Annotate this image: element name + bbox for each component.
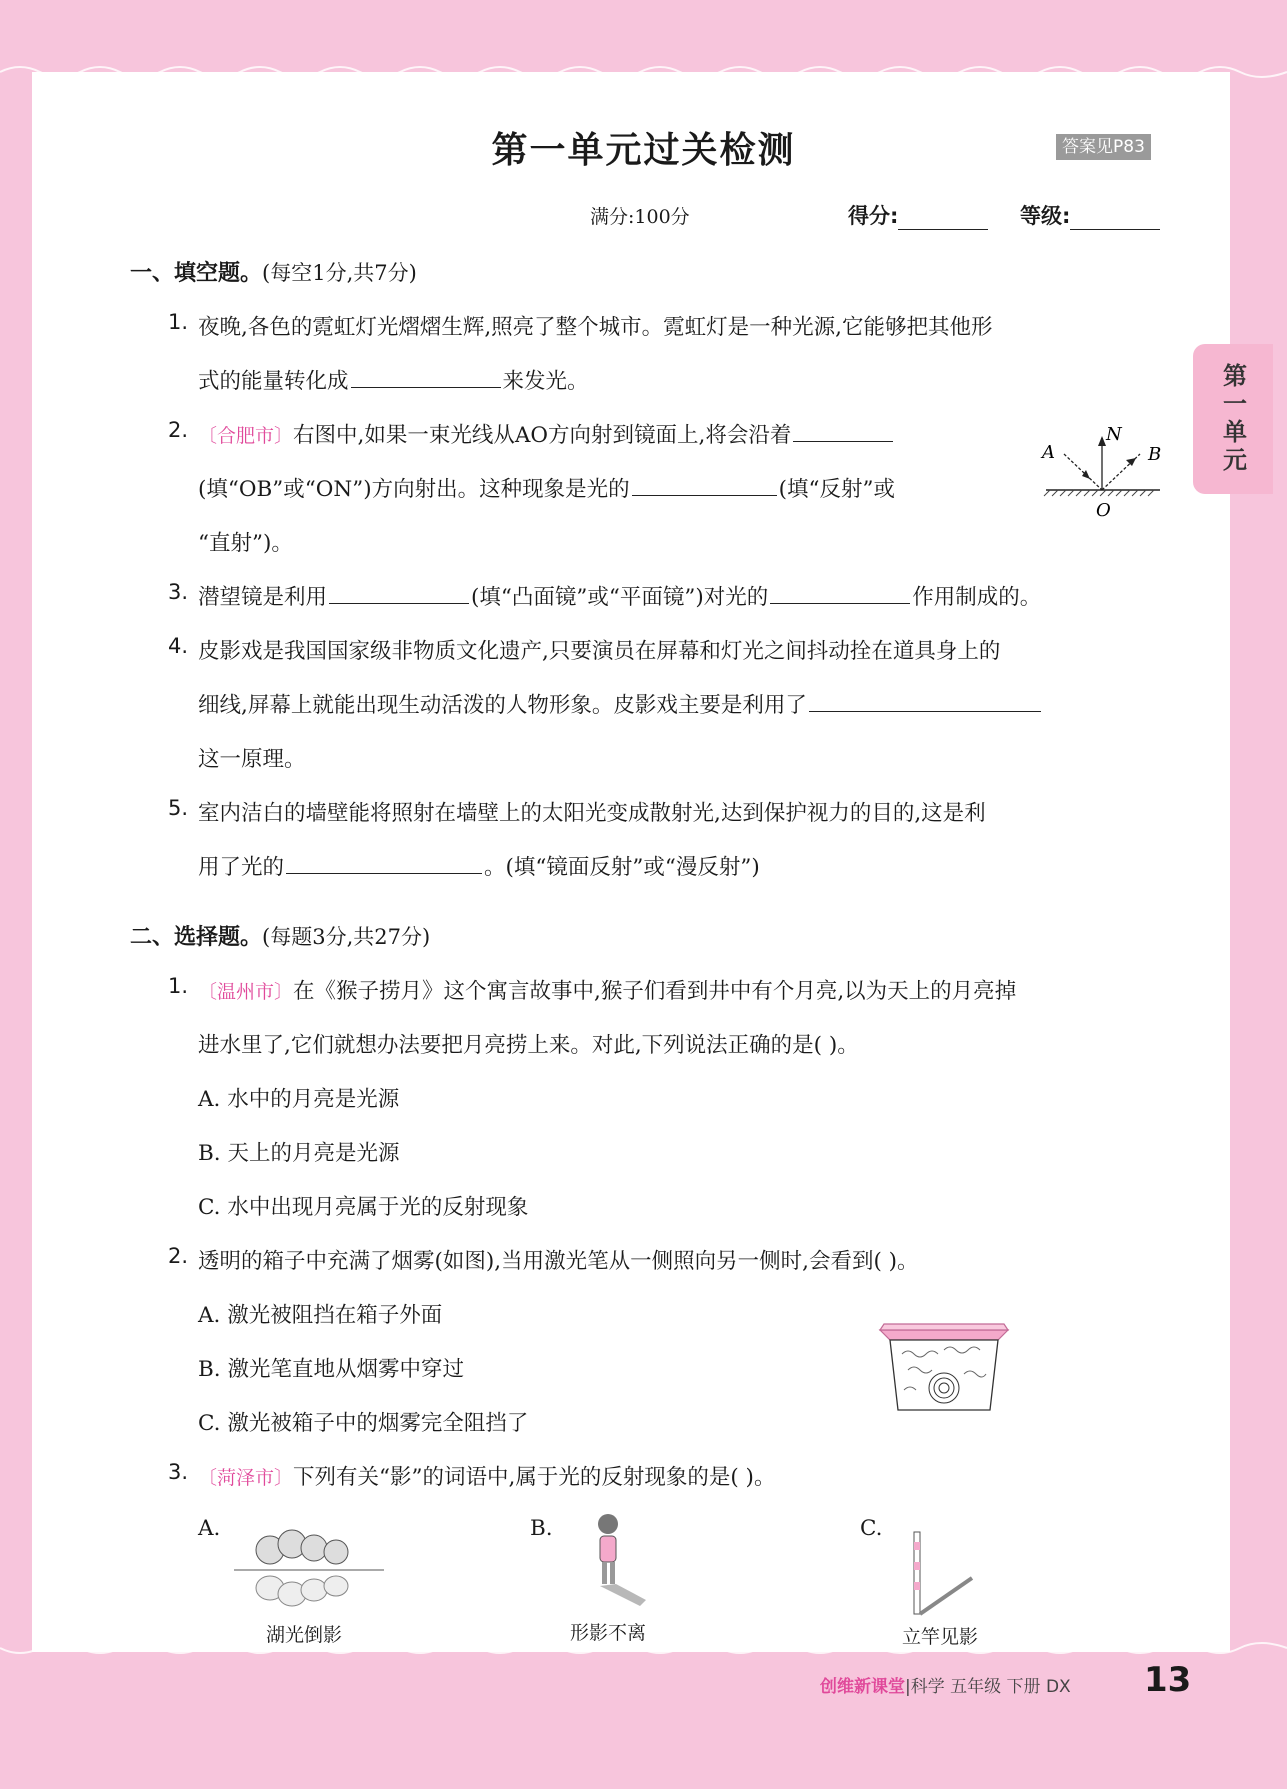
reflection-diagram [1040, 424, 1170, 524]
s2-q2-option-c[interactable]: C. 激光被箱子中的烟雾完全阻挡了 [198, 1411, 529, 1436]
q1-line2: 式的能量转化成 来发光。 [198, 364, 589, 395]
q2-blank-2[interactable] [632, 473, 777, 496]
section-choice-heading [130, 920, 430, 951]
q4-blank[interactable] [809, 689, 1041, 712]
s2-q3-caption-c: 立竿见影 [902, 1626, 979, 1648]
label-n: N [1106, 424, 1122, 445]
q4-line2: 细线,屏幕上就能出现生动活泼的人物形象。皮影戏主要是利用了 [198, 688, 1043, 719]
grade-field[interactable] [1020, 200, 1160, 230]
s2-q3-caption-a: 湖光倒影 [266, 1624, 343, 1646]
q1-number: 1. [168, 310, 189, 334]
lake-reflection-picture [234, 1526, 384, 1616]
q5-line2: 用了光的 。(填“镜面反射”或“漫反射”) [198, 850, 760, 881]
city-tag: 〔温州市〕 [198, 981, 294, 1003]
pole-shadow-picture [900, 1528, 980, 1624]
q2-line2: (填“OB”或“ON”)方向射出。这种现象是光的 (填“反射”或 [198, 472, 895, 503]
page-number: 13 [1144, 1660, 1192, 1700]
girl-shadow-picture [580, 1510, 650, 1610]
page-title: 第一单元过关检测 [491, 130, 796, 171]
q4-line3: 这一原理。 [198, 747, 306, 772]
city-tag: 〔合肥市〕 [198, 425, 294, 447]
s2-q2-line1: 透明的箱子中充满了烟雾(如图),当用激光笔从一侧照向另一侧时,会看到( )。 [198, 1249, 919, 1274]
q4-number: 4. [168, 634, 189, 658]
q5-line1: 室内洁白的墙壁能将照射在墙壁上的太阳光变成散射光,达到保护视力的目的,这是利 [198, 801, 986, 826]
brand-name: 创维新课堂 [820, 1677, 905, 1697]
score-field[interactable] [848, 200, 988, 230]
smoke-box-illustration [874, 1318, 1014, 1414]
unit-side-tab [1193, 344, 1273, 494]
section-fill-blank-heading [130, 256, 417, 287]
answer-reference-badge: 答案见P83 [1056, 134, 1151, 160]
q3-blank-2[interactable] [770, 581, 910, 604]
s2-q3-caption-b: 形影不离 [570, 1622, 647, 1644]
section-title: 二、选择题。 [130, 925, 263, 950]
q3-blank-1[interactable] [329, 581, 469, 604]
s2-q3-line1: 〔菏泽市〕下列有关“影”的词语中,属于光的反射现象的是( )。 [198, 1465, 776, 1490]
s2-q1-line1: 〔温州市〕在《猴子捞月》这个寓言故事中,猴子们看到井中有个月亮,以为天上的月亮掉 [198, 979, 1017, 1004]
section-note: (每题3分,共27分) [262, 925, 431, 949]
s2-q2-number: 2. [168, 1244, 189, 1268]
q3-number: 3. [168, 580, 189, 604]
unit-tab-label: 第一单元 [1218, 363, 1247, 475]
q2-blank-1[interactable] [793, 419, 893, 442]
q1-blank[interactable] [351, 365, 501, 388]
s2-q3-choice-a-letter[interactable]: A. [198, 1516, 221, 1541]
q4-line1: 皮影戏是我国国家级非物质文化遗产,只要演员在屏幕和灯光之间抖动拴在道具身上的 [198, 639, 1001, 664]
label-a: A [1042, 442, 1055, 463]
s2-q1-option-b[interactable]: B. 天上的月亮是光源 [198, 1141, 400, 1166]
full-score: 满分:100分 [590, 206, 690, 228]
s2-q1-option-a[interactable]: A. 水中的月亮是光源 [198, 1087, 400, 1112]
q5-number: 5. [168, 796, 189, 820]
label-o: O [1096, 500, 1111, 521]
book-info: |科学 五年级 下册 DX [905, 1677, 1071, 1697]
s2-q3-choice-c-letter[interactable]: C. [860, 1516, 883, 1541]
q2-line3: “直射”)。 [198, 531, 293, 556]
label-b: B [1148, 444, 1162, 465]
q1-line1: 夜晚,各色的霓虹灯光熠熠生辉,照亮了整个城市。霓虹灯是一种光源,它能够把其他形 [198, 315, 993, 340]
score-label: 得分: [848, 204, 899, 228]
s2-q1-option-c[interactable]: C. 水中出现月亮属于光的反射现象 [198, 1195, 529, 1220]
s2-q2-option-b[interactable]: B. 激光笔直地从烟雾中穿过 [198, 1357, 464, 1382]
city-tag: 〔菏泽市〕 [198, 1467, 294, 1489]
s2-q1-number: 1. [168, 974, 189, 998]
page-footer [820, 1672, 1071, 1697]
score-row [590, 200, 1170, 230]
q5-blank[interactable] [286, 851, 482, 874]
q2-line1: 〔合肥市〕右图中,如果一束光线从AO方向射到镜面上,将会沿着 [198, 418, 895, 449]
grade-label: 等级: [1020, 204, 1071, 228]
section-note: (每空1分,共7分) [262, 261, 417, 285]
s2-q1-line2: 进水里了,它们就想办法要把月亮捞上来。对此,下列说法正确的是( )。 [198, 1033, 859, 1058]
section-title: 一、填空题。 [130, 261, 263, 286]
q3-line1: 潜望镜是利用 (填“凸面镜”或“平面镜”)对光的 作用制成的。 [198, 580, 1041, 611]
s2-q3-choice-b-letter[interactable]: B. [530, 1516, 553, 1541]
q2-number: 2. [168, 418, 189, 442]
s2-q3-number: 3. [168, 1460, 189, 1484]
s2-q2-option-a[interactable]: A. 激光被阻挡在箱子外面 [198, 1303, 443, 1328]
